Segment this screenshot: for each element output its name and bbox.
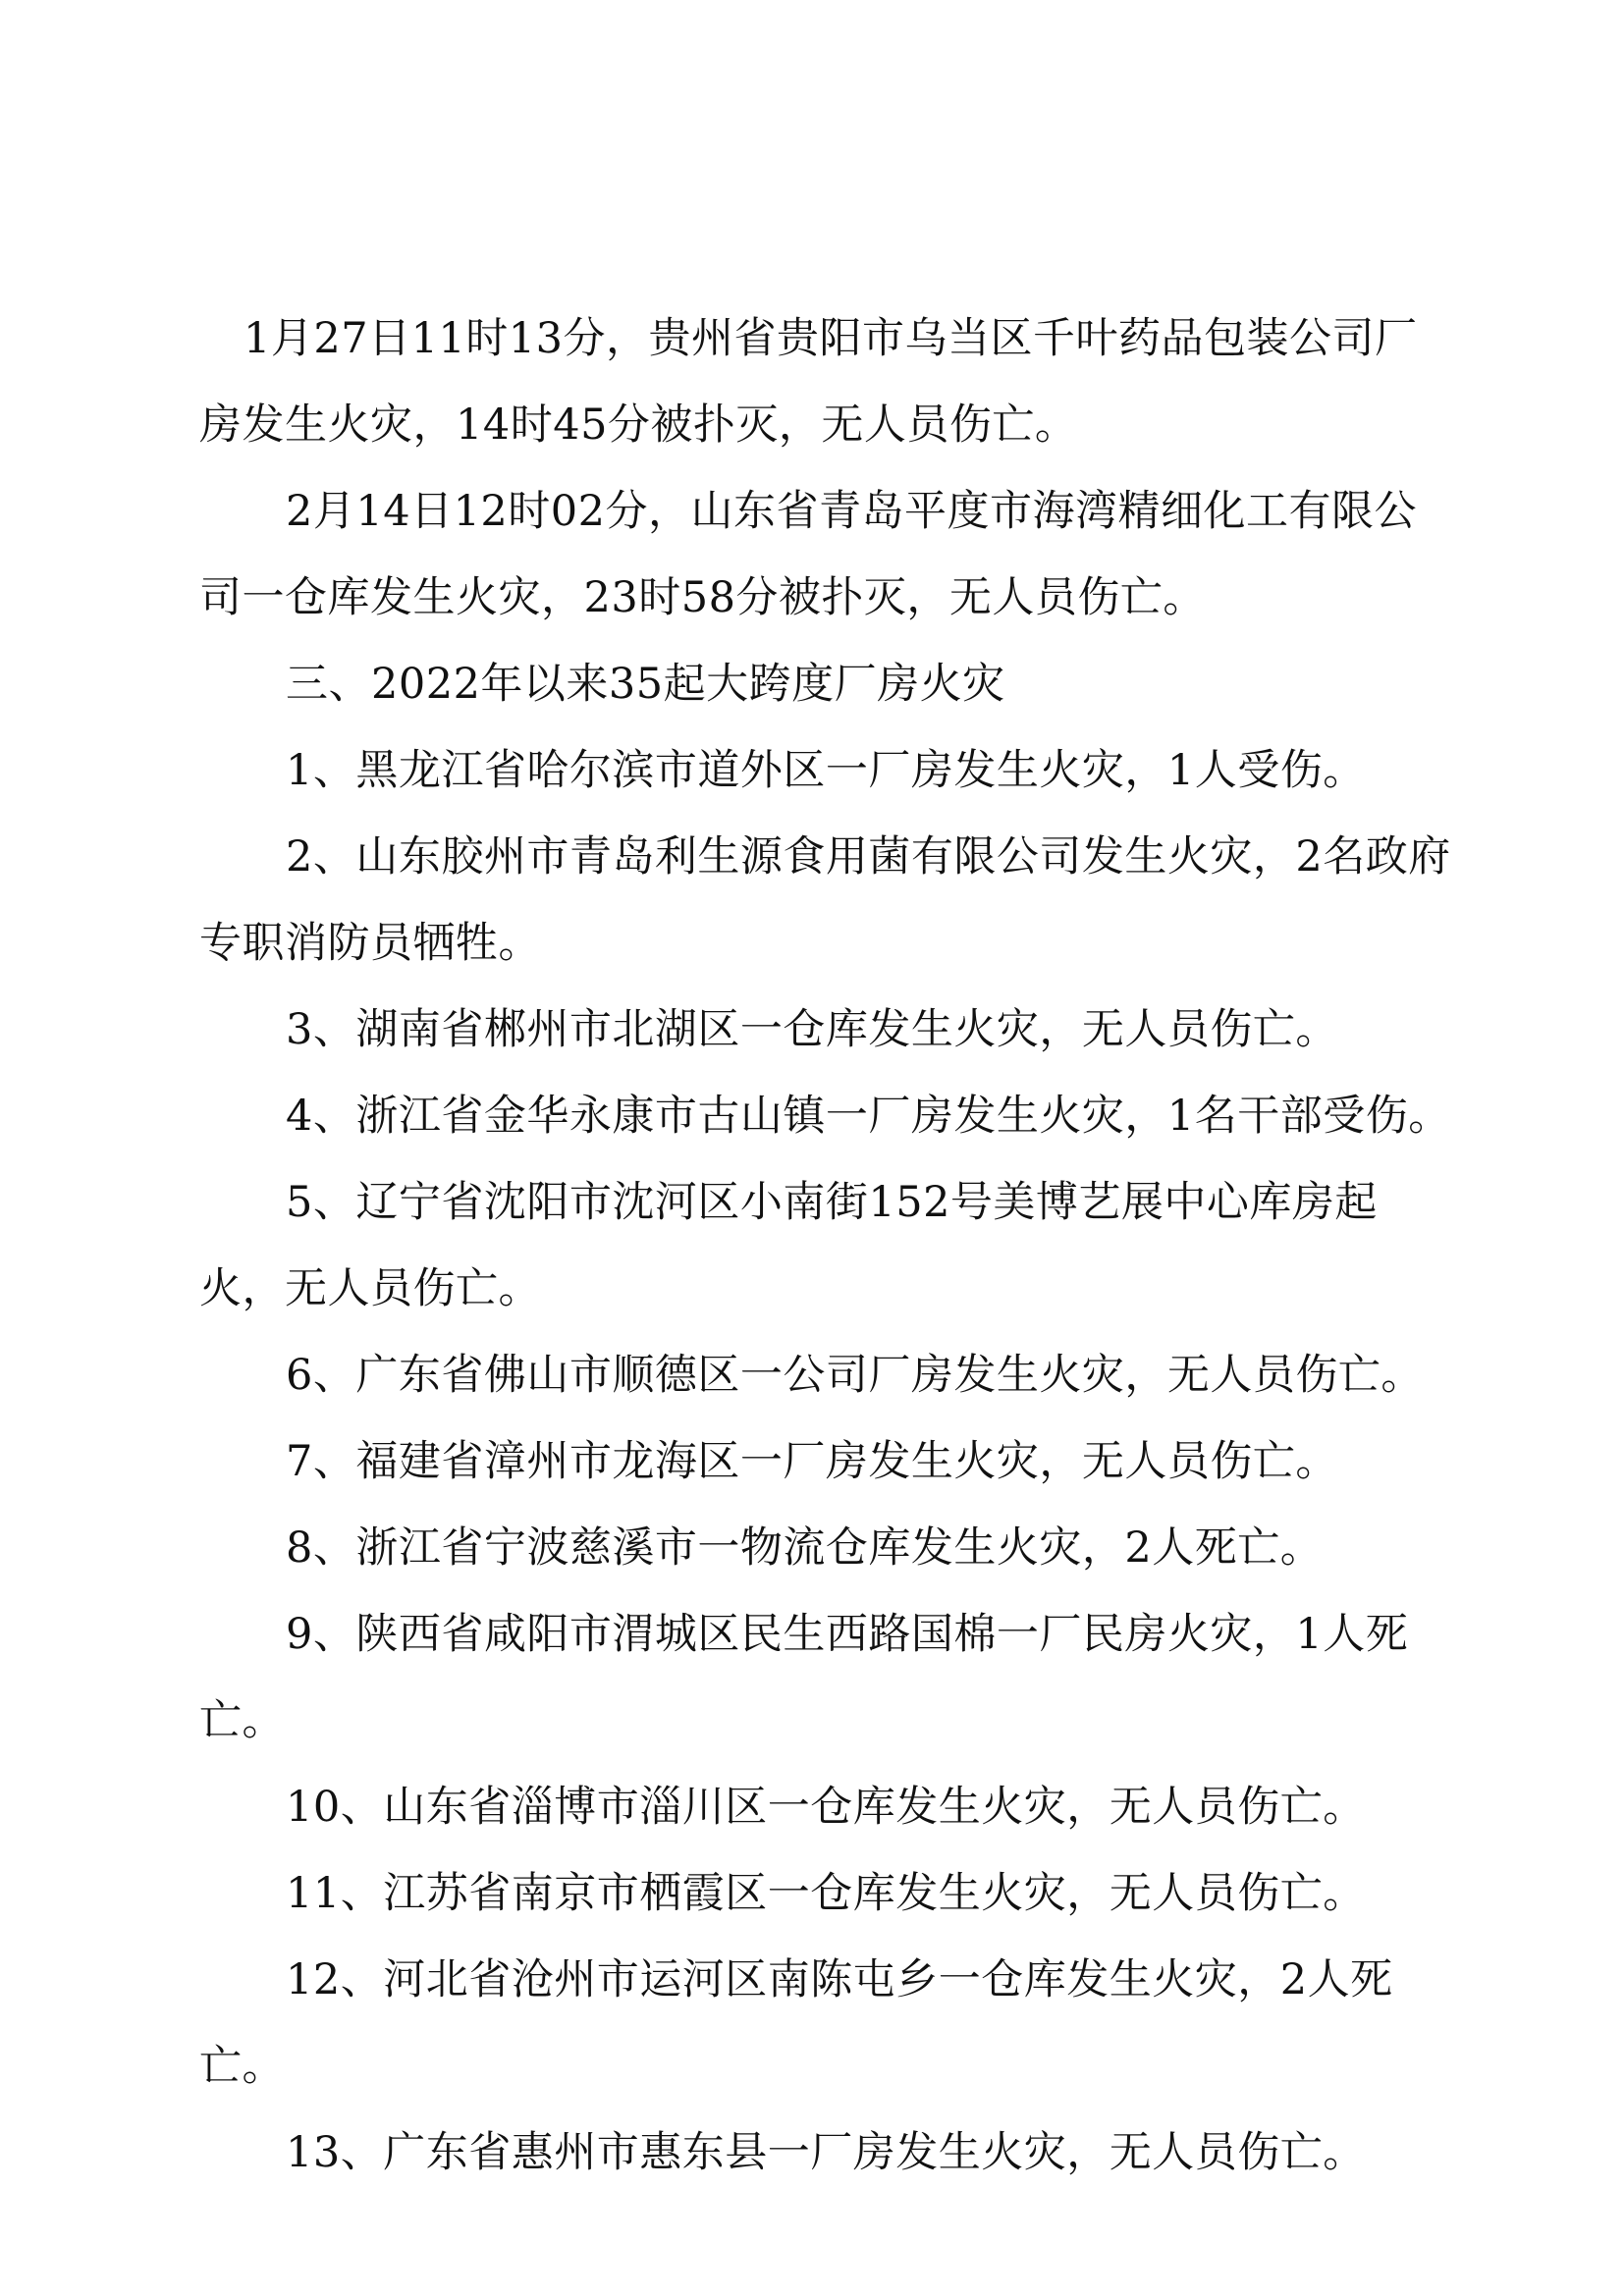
list-item: 11、江苏省南京市栖霞区一仓库发生火灾，无人员伤亡。 xyxy=(286,1869,1366,1918)
document-body xyxy=(199,295,1456,2196)
section-heading: 三、2022年以来35起大跨度厂房火灾 xyxy=(286,660,1005,709)
list-item: 4、浙江省金华永康市古山镇一厂房发生火灾，1名干部受伤。 xyxy=(286,1092,1451,1141)
list-item: 3、湖南省郴州市北湖区一仓库发生火灾，无人员伤亡。 xyxy=(286,1005,1338,1054)
list-item: 2、山东胶州市青岛利生源食用菌有限公司发生火灾，2名政府专职消防员牺牲。 xyxy=(199,832,1451,968)
list-item: 1、黑龙江省哈尔滨市道外区一厂房发生火灾，1人受伤。 xyxy=(286,746,1366,795)
list-item: 7、福建省漳州市龙海区一厂房发生火灾，无人员伤亡。 xyxy=(286,1437,1338,1486)
list-item: 10、山东省淄博市淄川区一仓库发生火灾，无人员伤亡。 xyxy=(286,1783,1366,1832)
list-item: 12、河北省沧州市运河区南陈屯乡一仓库发生火灾，2人死亡。 xyxy=(199,1955,1393,2091)
list-item: 6、广东省佛山市顺德区一公司厂房发生火灾，无人员伤亡。 xyxy=(286,1351,1424,1400)
list-item: 13、广东省惠州市惠东县一厂房发生火灾，无人员伤亡。 xyxy=(286,2128,1366,2177)
paragraph-guizhou-fire: 1月27日11时13分，贵州省贵阳市乌当区千叶药品包装公司厂房发生火灾，14时45分被扑灭，无人员伤亡。 xyxy=(199,314,1418,450)
list-item: 9、陕西省咸阳市渭城区民生西路国棉一厂民房火灾，1人死亡。 xyxy=(199,1610,1409,1745)
list-item: 5、辽宁省沈阳市沈河区小南街152号美博艺展中心库房起火，无人员伤亡。 xyxy=(199,1178,1378,1313)
list-item: 8、浙江省宁波慈溪市一物流仓库发生火灾，2人死亡。 xyxy=(286,1523,1324,1573)
paragraph-shandong-fire: 2月14日12时02分，山东省青岛平度市海湾精细化工有限公司一仓库发生火灾，23时58分被扑灭，无人员伤亡。 xyxy=(199,487,1418,622)
